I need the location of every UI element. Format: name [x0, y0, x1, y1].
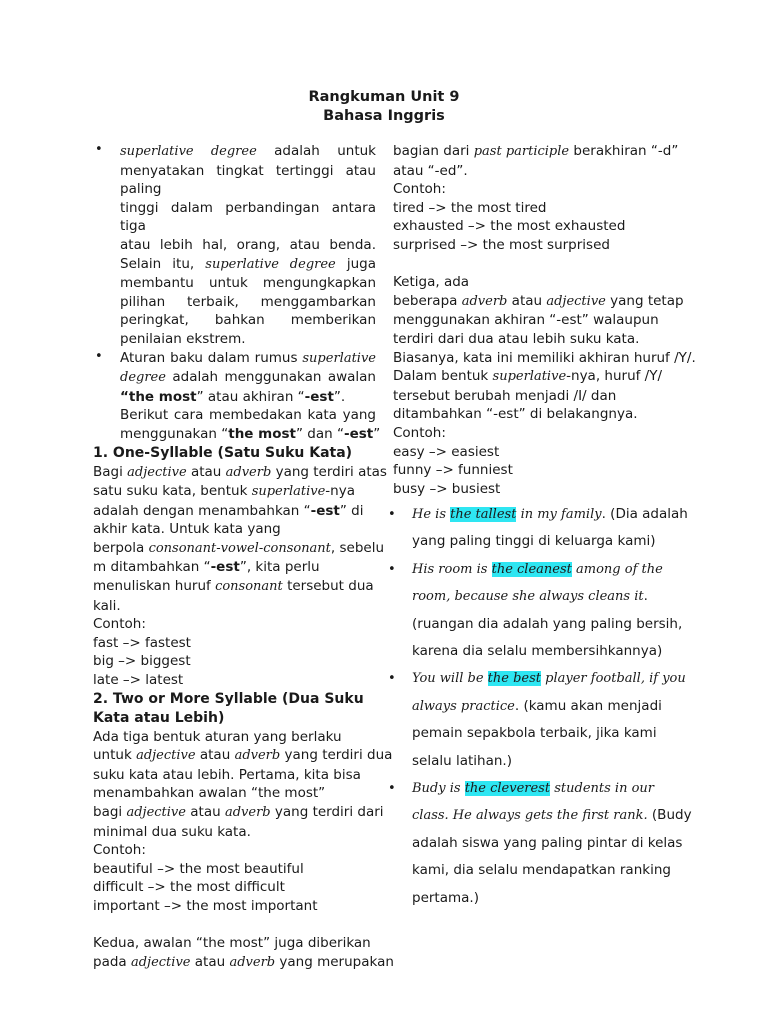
text-line: ”. — [333, 388, 346, 405]
text-line: adalah untuk — [256, 143, 376, 159]
text-line: -est — [310, 502, 340, 519]
text-line: Kata atau Lebih) — [93, 709, 225, 726]
example-sentence-4 — [385, 775, 692, 912]
text-line: Kedua, awalan “the most” juga diberikan — [93, 935, 371, 952]
text-line: among of the — [571, 561, 663, 577]
text-line: atau “-ed”. — [393, 162, 468, 179]
text-line: ” di — [339, 502, 364, 519]
left-column — [93, 142, 394, 972]
text-line: room, because she always cleans it — [412, 589, 644, 605]
text-line: Berikut cara membedakan kata yang — [120, 407, 376, 424]
text-line: bagi — [93, 804, 127, 820]
example-item: big –> biggest — [93, 653, 191, 670]
text-line: atau — [507, 292, 547, 309]
example-sentences — [385, 501, 692, 912]
highlight: the tallest — [450, 507, 517, 522]
text-line: , sebelu — [330, 539, 385, 556]
example-item: busy –> busiest — [393, 480, 501, 497]
text-line: . — [643, 588, 648, 605]
text-line: beberapa — [393, 292, 462, 309]
text-line: ” atau akhiran “ — [196, 388, 305, 405]
page-subtitle: Bahasa Inggris — [323, 108, 445, 124]
text-line: (ruangan dia adalah yang paling bersih, — [412, 615, 683, 632]
text-line: yang terdiri dari — [270, 804, 384, 820]
text-line: students in our — [550, 781, 654, 797]
text-line: -est — [304, 388, 334, 405]
text-line: Bagi — [93, 463, 128, 480]
text-line: tersebut dua — [282, 578, 374, 595]
text-line: adjective — [127, 464, 187, 480]
contoh-label: Contoh: — [93, 616, 146, 633]
text-line: Biasanya, kata ini memiliki akhiran huruf /Y/. — [393, 349, 696, 366]
text-line: yang paling tinggi di keluarga kami) — [412, 533, 656, 550]
text-line: (Budy — [647, 807, 692, 824]
text-line: adverb — [461, 293, 508, 309]
text-line: -est — [210, 559, 240, 576]
example-item: important –> the most important — [93, 897, 318, 914]
text-line: Selain itu, — [120, 255, 206, 272]
example-item: difficult –> the most difficult — [93, 879, 285, 896]
text-line: menggunakan “ — [120, 425, 229, 442]
text-line: atau — [186, 463, 226, 480]
bullet-icon: • — [388, 781, 396, 797]
text-line: the most — [228, 425, 296, 442]
text-line: ” dan “ — [296, 425, 344, 442]
highlight: the best — [487, 671, 542, 687]
text-line: terdiri dari dua atau lebih suku kata. — [393, 330, 640, 347]
text-line: superlative — [251, 484, 326, 500]
text-line: consonant — [215, 579, 283, 595]
example-item: tired –> the most tired — [393, 199, 547, 216]
text-line: selalu latihan.) — [412, 752, 512, 769]
bullet-icon: • — [95, 348, 103, 364]
text-line: pemain sepakbola terbaik, jika kami — [412, 725, 657, 742]
example-item: exhausted –> the most exhausted — [393, 218, 626, 235]
text-line: You will be — [412, 671, 488, 687]
text-line: superlative — [492, 369, 567, 385]
example-sentence-1 — [385, 501, 688, 556]
text-line: menuliskan huruf — [93, 578, 216, 595]
text-line: untuk — [93, 747, 137, 764]
text-line: minimal dua suku kata. — [93, 823, 251, 840]
text-line: superlative degree — [120, 144, 257, 159]
section-two-syllable-body — [93, 728, 394, 973]
bullet-icon: • — [95, 142, 103, 157]
highlight: the cleverest — [464, 781, 551, 797]
text-line: adalah dengan menambahkan “ — [93, 502, 311, 519]
text-line: Dalam bentuk — [393, 368, 493, 385]
text-line: class. He always gets the first rank. — [412, 808, 648, 824]
text-line: yang tetap — [605, 292, 684, 309]
text-line: Ketiga, ada — [393, 274, 470, 291]
text-line: tinggi dalam perbandingan antara tiga — [120, 199, 376, 235]
section-heading-one-syllable: 1. One-Syllable (Satu Suku Kata) — [93, 444, 353, 461]
right-column — [393, 142, 696, 498]
contoh-label: Contoh: — [393, 424, 446, 441]
text-line: atau — [185, 804, 225, 820]
text-line: atau lebih hal, orang, atau benda. — [120, 236, 376, 253]
example-item: beautiful –> the most beautiful — [93, 860, 304, 877]
text-line: kali. — [93, 597, 121, 614]
text-line: yang merupakan — [275, 953, 394, 970]
text-line: adjective — [126, 805, 186, 820]
text-line: 2. Two or More Syllable (Dua Suku — [93, 690, 364, 707]
text-line: ”, kita perlu — [239, 559, 320, 576]
text-line: atau — [190, 953, 230, 970]
text-line: menggunakan akhiran “-est” walaupun — [393, 312, 659, 329]
text-line: Budy is — [412, 781, 465, 797]
text-line: ” — [373, 425, 381, 442]
text-line: player football, if you — [541, 671, 686, 687]
page-title: Rangkuman Unit 9 — [308, 89, 460, 105]
bullet-icon: • — [388, 507, 396, 522]
text-line: adjective — [136, 748, 196, 764]
text-line: satu suku kata, bentuk — [93, 483, 252, 500]
text-line: adverb — [234, 748, 281, 764]
example-item: funny –> funniest — [393, 462, 513, 479]
bullet-icon: • — [388, 671, 396, 687]
text-line: superlative degree — [205, 256, 336, 272]
section-heading-two-syllable — [93, 690, 376, 728]
text-line: in my family — [516, 507, 602, 522]
text-line: pada — [93, 953, 131, 970]
highlight: the cleanest — [491, 561, 572, 577]
text-line: degree — [120, 370, 166, 386]
text-line: menambahkan awalan “the most” — [93, 785, 326, 802]
text-line: always practice — [412, 698, 515, 714]
text-line: akhir kata. Untuk kata yang — [93, 521, 281, 538]
example-item: easy –> easiest — [393, 443, 500, 460]
text-line: menyatakan tingkat tertinggi atau paling — [120, 162, 376, 198]
text-line: karena dia selalu membersihkannya) — [412, 643, 663, 660]
text-line: Ada tiga bentuk aturan yang berlaku — [93, 728, 342, 745]
text-line: Aturan baku dalam rumus — [120, 349, 303, 366]
text-line: “the most — [120, 388, 197, 405]
text-line: atau — [195, 747, 235, 764]
contoh-label: Contoh: — [93, 842, 146, 859]
text-line: He is — [412, 507, 451, 522]
example-sentence-3 — [385, 665, 685, 775]
bullet-rules — [93, 348, 381, 444]
text-line: past participle — [473, 144, 570, 159]
text-line: berpola — [93, 539, 149, 556]
text-line: pilihan terbaik, menggambarkan — [120, 293, 376, 310]
text-line: tersebut berubah menjadi /I/ dan — [393, 387, 617, 404]
text-line: adjective — [130, 954, 191, 970]
example-item: fast –> fastest — [93, 634, 191, 651]
text-line: adverb — [225, 464, 272, 480]
text-line: peringkat, bahkan memberikan — [120, 312, 376, 329]
text-line: adalah siswa yang paling pintar di kelas — [412, 834, 683, 851]
text-line: . (Dia adalah — [601, 506, 688, 522]
example-item: late –> latest — [93, 672, 184, 689]
contoh-label: Contoh: — [393, 181, 446, 198]
text-line: yang terdiri atas — [271, 463, 387, 480]
text-line: adjective — [546, 293, 606, 309]
text-line: consonant-vowel-consonant — [148, 540, 331, 556]
text-line: penilaian ekstrem. — [120, 330, 246, 347]
text-line: His room is — [412, 561, 492, 577]
text-line: bagian dari — [393, 143, 474, 159]
example-sentence-2 — [385, 556, 685, 666]
text-line: superlative — [302, 350, 376, 366]
bullet-superlative-definition — [93, 142, 376, 349]
text-line: adverb — [229, 954, 276, 970]
section-one-syllable-body — [93, 463, 387, 690]
text-line: pertama.) — [412, 889, 479, 906]
text-line: membantu untuk mengungkapkan — [120, 275, 376, 292]
text-line: ditambahkan “-est” di belakangnya. — [393, 406, 638, 423]
text-line: berakhiran “-d” — [569, 143, 679, 159]
text-line: juga — [335, 255, 376, 272]
text-line: adalah menggunakan awalan — [165, 369, 376, 386]
text-line: -est — [343, 425, 374, 442]
text-line: -nya — [325, 483, 355, 500]
text-line: m ditambahkan “ — [93, 559, 211, 576]
text-line: kami, dia selalu mendapatkan ranking — [412, 862, 671, 879]
example-item: surprised –> the most surprised — [393, 236, 610, 253]
text-line: suku kata atau lebih. Pertama, kita bisa — [93, 766, 361, 783]
text-line: yang terdiri dua — [280, 747, 393, 764]
bullet-icon: • — [388, 561, 396, 577]
text-line: adverb — [224, 805, 271, 820]
text-line: . (kamu akan menjadi — [514, 697, 662, 714]
text-line: -nya, huruf /Y/ — [566, 368, 663, 385]
